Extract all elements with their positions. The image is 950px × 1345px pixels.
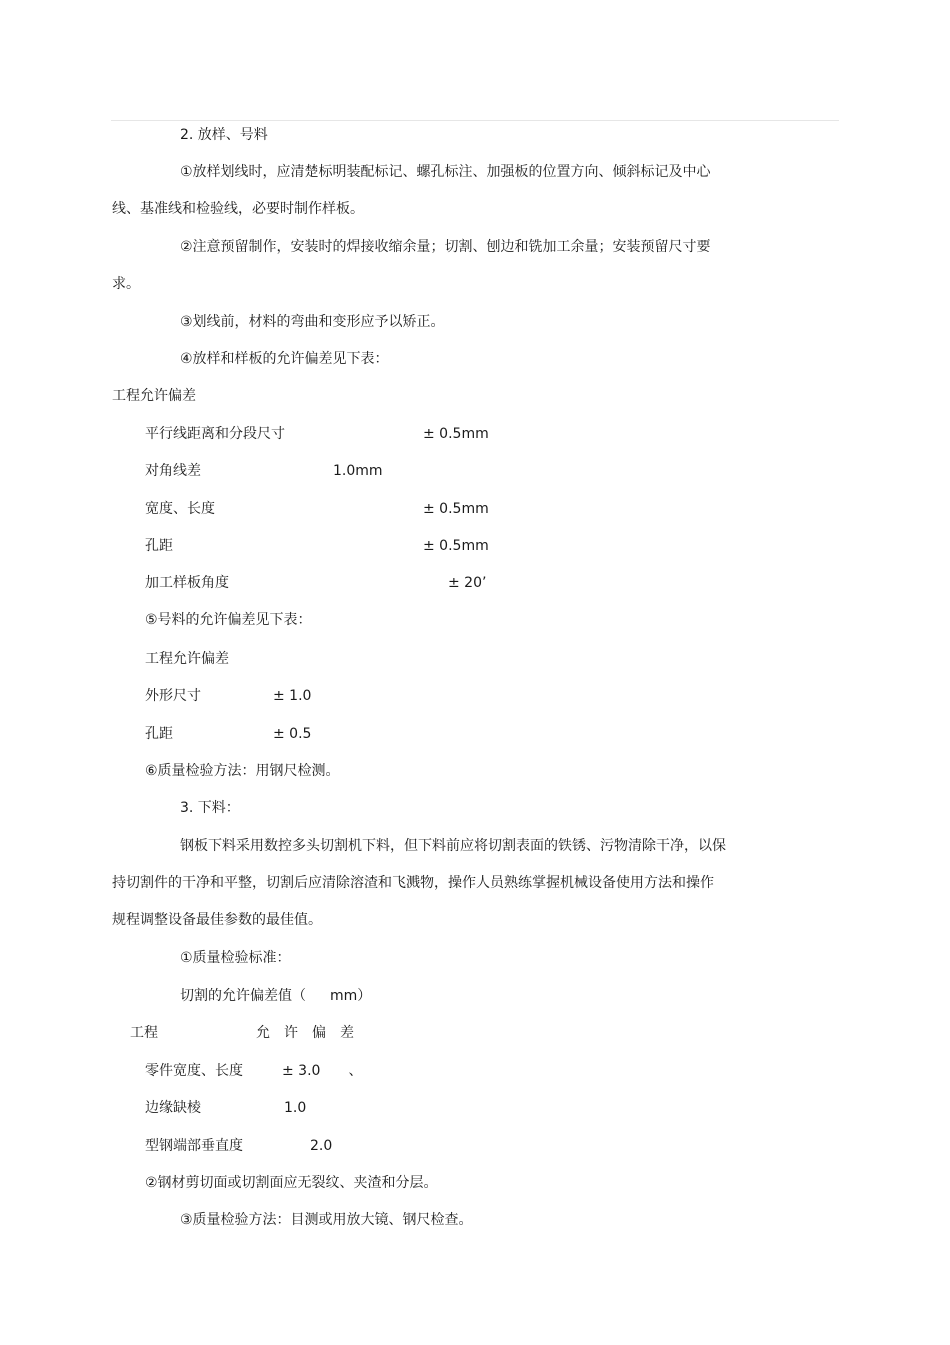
table-3-header-item: 工程 [130, 1025, 158, 1041]
paragraph-6: ⑥质量检验方法：用钢尺检测。 [145, 763, 340, 779]
header-rule [111, 120, 839, 121]
paragraph-9-label: 切割的允许偏差值（ [180, 988, 306, 1004]
paragraph-4: ④放样和样板的允许偏差见下表： [180, 351, 389, 367]
table-2-item: 孔距 [145, 726, 173, 742]
section-heading-2: 2. 放样、号料 [180, 127, 268, 143]
paragraph-2-line-1: ②注意预留制作，安装时的焊接收缩余量；切割、刨边和铣加工余量；安装预留尺寸要 [180, 239, 711, 255]
table-1-value: ± 0.5mm [423, 538, 489, 554]
table-1-item: 宽度、长度 [145, 501, 215, 517]
table-3-header-value: 允 许 偏 差 [256, 1025, 354, 1041]
table-2-value: ± 0.5 [273, 726, 312, 742]
paragraph-9-unit: mm） [330, 988, 372, 1004]
paragraph-1-line-2: 线、基准线和检验线，必要时制作样板。 [112, 201, 364, 217]
paragraph-11: ③质量检验方法：目测或用放大镜、钢尺检查。 [180, 1212, 473, 1228]
table-2-item: 外形尺寸 [145, 688, 201, 704]
table-3-item: 边缘缺棱 [145, 1100, 201, 1116]
paragraph-10: ②钢材剪切面或切割面应无裂纹、夹渣和分层。 [145, 1175, 438, 1191]
table-1-header: 工程允许偏差 [112, 388, 196, 404]
table-1-value: ± 0.5mm [423, 501, 489, 517]
table-2-header: 工程允许偏差 [145, 651, 229, 667]
table-1-value: 1.0mm [333, 463, 383, 479]
paragraph-2-line-2: 求。 [112, 276, 140, 292]
table-1-value: ± 20’ [448, 575, 487, 591]
paragraph-5: ⑤号料的允许偏差见下表： [145, 612, 312, 628]
table-3-value: 2.0 [310, 1138, 333, 1154]
table-2-value: ± 1.0 [273, 688, 312, 704]
paragraph-7-line-2: 持切割件的干净和平整，切割后应清除溶渣和飞溅物，操作人员熟练掌握机械设备使用方法和操作 [112, 875, 714, 891]
paragraph-8: ①质量检验标准： [180, 950, 291, 966]
paragraph-3: ③划线前，材料的弯曲和变形应予以矫正。 [180, 314, 445, 330]
table-3-value: 1.0 [284, 1100, 307, 1116]
table-3-item: 型钢端部垂直度 [145, 1138, 243, 1154]
paragraph-1-line-1: ①放样划线时，应清楚标明装配标记、螺孔标注、加强板的位置方向、倾斜标记及中心 [180, 164, 711, 180]
paragraph-7-line-3: 规程调整设备最佳参数的最佳值。 [112, 912, 322, 928]
table-1-item: 平行线距离和分段尺寸 [145, 426, 285, 442]
table-1-value: ± 0.5mm [423, 426, 489, 442]
table-3-value: ± 3.0 、 [282, 1063, 363, 1079]
paragraph-7-line-1: 钢板下料采用数控多头切割机下料，但下料前应将切割表面的铁锈、污物清除干净，以保 [180, 838, 726, 854]
section-heading-3: 3. 下料： [180, 800, 240, 816]
table-1-item: 加工样板角度 [145, 575, 229, 591]
table-1-item: 孔距 [145, 538, 173, 554]
table-3-item: 零件宽度、长度 [145, 1063, 243, 1079]
table-1-item: 对角线差 [145, 463, 201, 479]
